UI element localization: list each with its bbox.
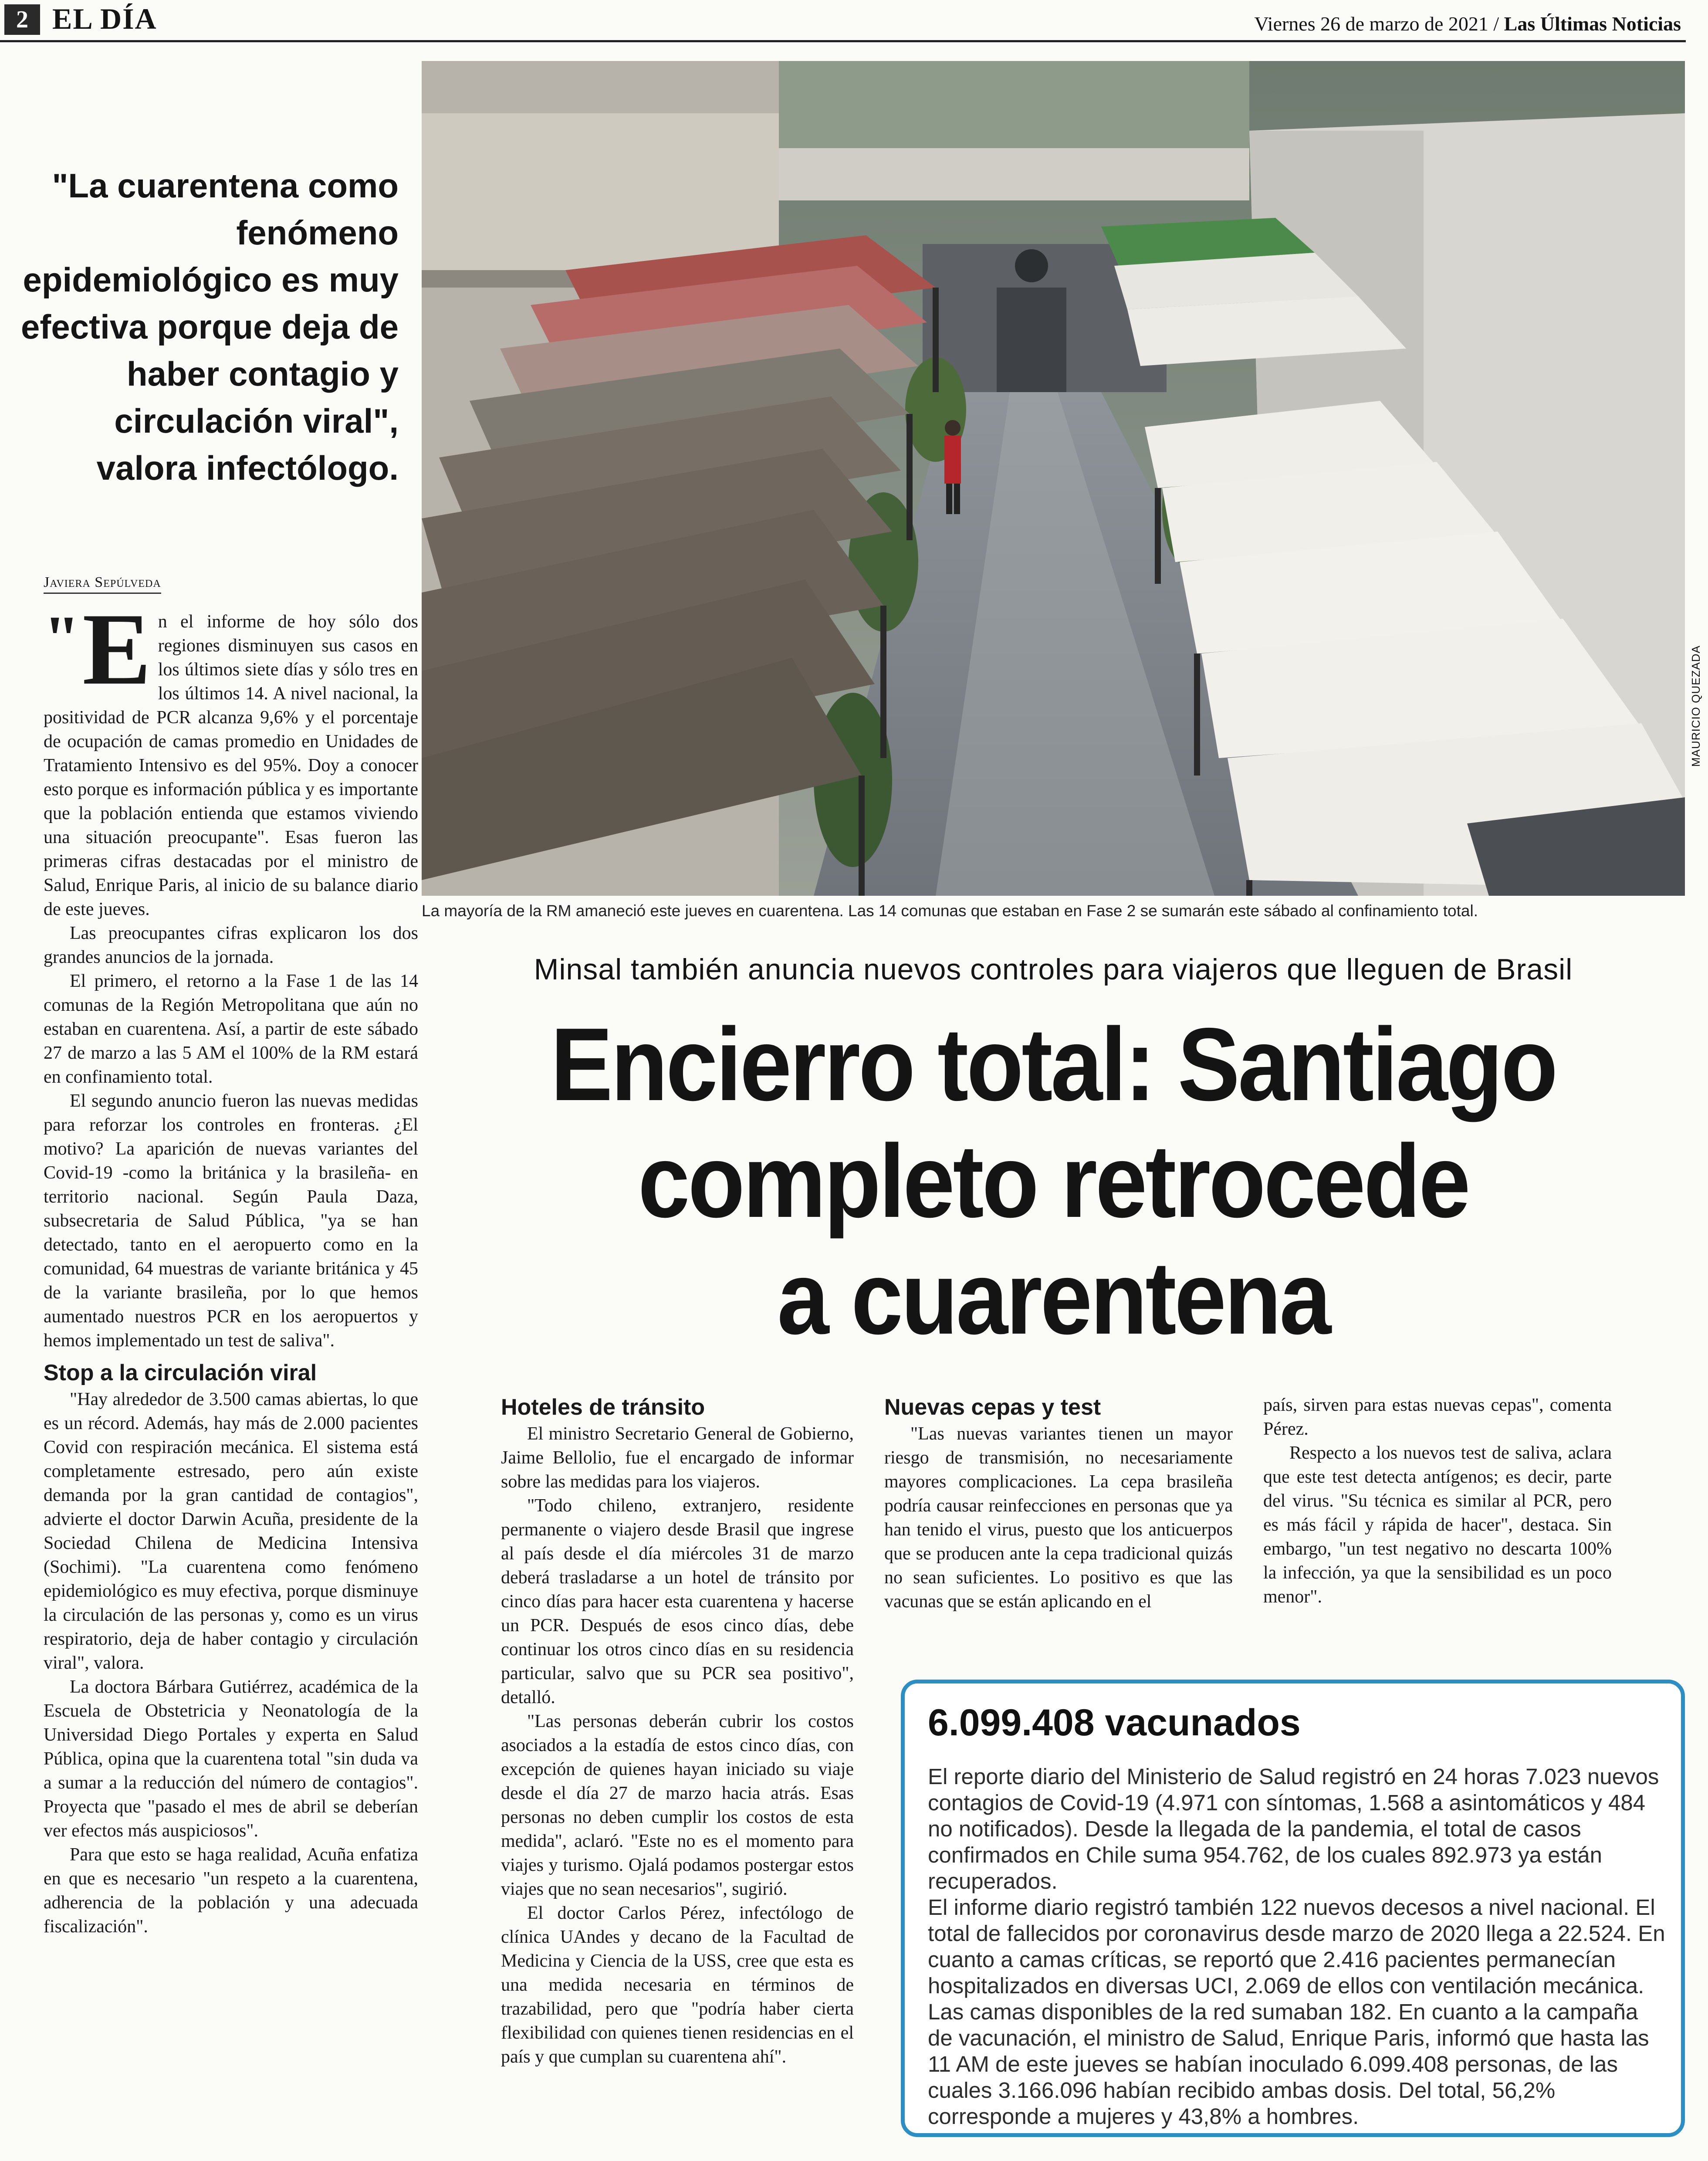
headline-line: Encierro total: Santiago [550,1007,1556,1122]
pull-quote: "La cuarentena como fenómeno epidemiológico es muy efectiva porque deja de haber contagio y circulación viral", valora infectólogo. [21,166,399,487]
dropcap-quote: " [44,603,80,675]
box-title: 6.099.408 vacunados [928,1702,1301,1744]
publication-name: Las Últimas Noticias [1504,13,1681,35]
paragraph: El informe diario registró también 122 nuevos decesos a nivel nacional. El total de fallecidos por coronavirus desde marzo de 2020 llega a 22.524. En cuanto a camas críticas, se reportó que 2.416 pacientes permanecían hospitalizados en diversas UCI, 2.069 de ellos con ventilación mecánica. Las camas disponibles de la red sumaban 182. En cuanto a la campaña de vacunación, el ministro de Salud, Enrique Paris, informó que hasta las 11 AM de este jueves se habían inoculado 6.099.408 personas, de las cuales 3.166.096 habían recibido ambas dosis. Del total, 56,2% corresponde a mujeres y 43,8% a hombres. [928,1895,1665,2129]
dropcap-letter: E [82,593,151,706]
column-hoteles [501,1393,854,2069]
subhead: Hoteles de tránsito [501,1395,705,1420]
paragraph: país, sirven para estas nuevas cepas", comenta Pérez. [1263,1395,1612,1439]
paragraph: La doctora Bárbara Gutiérrez, académica de la Escuela de Obstetricia y Neonatología de la Universidad Diego Portales y experta en Salud Pública, opina que la cuarentena total "sin duda va a sumar a la reducción del número de contagios". Proyecta que "pasado el mes de abril se deberían ver efectos más auspiciosos". [44,1677,418,1841]
headline-line: completo retrocede [638,1124,1469,1239]
paragraph: "Hay alrededor de 3.500 camas abiertas, lo que es un récord. Además, hay más de 2.000 pacientes Covid con respiración mecánica. El sistema está completamente estresado, pero aún existe demanda por la gran cantidad de contagios", advierte el doctor Darwin Acuña, presidente de la Sociedad Chilena de Medicina Intensiva (Sochimi). "La cuarentena como fenómeno epidemiológico es muy efectiva, porque disminuye la circulación de las personas y, como es un virus respiratorio, deja de haber contagio y circulación viral", valora. [44,1389,418,1673]
subhead: Nuevas cepas y test [884,1395,1101,1420]
issue-date: Viernes 26 de marzo de 2021 / [1254,13,1499,35]
paragraph: "Todo chileno, extranjero, residente permanente o viajero desde Brasil que ingrese al país desde el día miércoles 31 de marzo deberá trasladarse a un hotel de tránsito por cinco días para hacer esta cuarentena y hacerse un PCR. Después de esos cinco días, debe continuar los otros cinco días en su residencia particular, salvo que su PCR sea positivo", detalló. [501,1496,854,1707]
paragraph: Las preocupantes cifras explicaron los dos grandes anuncios de la jornada. [44,923,418,967]
paragraph: El primero, el retorno a la Fase 1 de las 14 comunas de la Región Metropolitana que aún no estaban en cuarentena. Así, a partir de este sábado 27 de marzo a las 5 AM el 100% de la RM estará en confinamiento total. [44,971,418,1087]
column-continued [1263,1393,1612,1609]
subhead: Stop a la circulación viral [44,1360,317,1385]
paragraph: "Las nuevas variantes tienen un mayor riesgo de transmisión, no necesariamente mayores complicaciones. La cepa brasileña podría causar reinfecciones en personas que ya han tenido el virus, puesto que los anticuerpos que se producen ante la cepa tradicional quizás no sean suficientes. Lo positivo es que las vacunas que se están aplicando en el [884,1424,1233,1612]
paragraph: Respecto a los nuevos test de saliva, aclara que este test detecta antígenos; es decir, parte del virus. "Su técnica es similar al PCR, pero es más fácil y rápida de hacer", destaca. Sin embargo, "un test negativo no descarta 100% la infección, ya que la sensibilidad es un poco menor". [1263,1443,1612,1607]
photo-caption: La mayoría de la RM amaneció este jueves en cuarentena. Las 14 comunas que estaban en Fase 2 se sumarán este sábado al confinamiento total. [422,902,1478,920]
paragraph: El ministro Secretario General de Gobierno, Jaime Bellolio, fue el encargado de informar sobre las medidas para los viajeros. [501,1424,854,1492]
byline: Javiera Sepúlveda [44,574,161,594]
box-text [928,1764,1668,2130]
paragraph: El doctor Carlos Pérez, infectólogo de clínica UAndes y decano de la Facultad de Medicina y Ciencia de la USS, cree que esta es una medida necesaria en términos de trazabilidad, pero que "podría haber cierta flexibilidad con quienes tienen residencias en el país y que cumplan su cuarentena ahí". [501,1903,854,2067]
paragraph: "Las personas deberán cubrir los costos asociados a la estadía de estos cinco días, con excepción de quienes hayan iniciado su viaje desde el día 27 de marzo hacia atrás. Esas personas no deben cumplir los costos de esta medida", aclaró. "Este no es el momento para viajes y turismo. Ojalá podamos postergar estos viajes que no sean necesarios", sugirió. [501,1711,854,1899]
photo-illustration [422,61,1685,896]
page-number: 2 [4,4,40,35]
headline-line: a cuarentena [777,1240,1329,1356]
news-photo [422,61,1685,896]
photo-credit: MAURICIO QUEZADA [1689,645,1702,767]
lead-text: n el informe de hoy sólo dos regiones disminuyen sus casos en los últimos siete días y sólo tres en los últimos 14. A nivel nacional, la positividad de PCR alcanza 9,6% y el porcentaje de ocupación de camas promedio en Unidades de Tratamiento Intensivo es del 95%. Doy a conocer esto porque es información pública y es importante que la población entienda que estamos viviendo una situación preocupante". Esas fueron las primeras cifras destacadas por el ministro de Salud, Enrique Paris, al inicio de su balance diario de este jueves. [44,612,418,919]
header-rule [0,40,1686,42]
headline [485,1006,1622,1357]
header-dateline [1254,12,1681,35]
paragraph: Para que esto se haga realidad, Acuña enfatiza en que es necesario "un respeto a la cuarentena, adherencia de la población y una adecuada fiscalización". [44,1845,418,1937]
column-cepas [884,1393,1233,1614]
paragraph: El reporte diario del Ministerio de Salud registró en 24 horas 7.023 nuevos contagios de Covid-19 (4.971 con síntomas, 1.568 a asintomáticos y 484 no notificados). Desde la llegada de la pandemia, el total de casos confirmados en Chile suma 954.762, de los cuales 892.973 ya están recuperados. [928,1764,1659,1893]
left-column [44,593,418,1939]
paragraph: El segundo anuncio fueron las nuevas medidas para reforzar los controles en fronteras. ¿El motivo? La aparición de nuevas variantes del Covid-19 -como la británica y la brasileña- en territorio nacional. Según Paula Daza, subsecretaria de Salud Pública, "ya se han detectado, tanto en el aeropuerto como en la comunidad, 64 muestras de variante británica y 45 de la variante brasileña, por lo que hemos aumentado nuestros PCR en los aeropuertos y hemos implementado un test de saliva". [44,1091,418,1351]
page-header [0,0,1708,41]
lead-paragraph [44,593,418,921]
kicker: Minsal también anuncia nuevos controles para viajeros que lleguen de Brasil [534,953,1573,986]
section-title: EL DÍA [52,2,157,35]
